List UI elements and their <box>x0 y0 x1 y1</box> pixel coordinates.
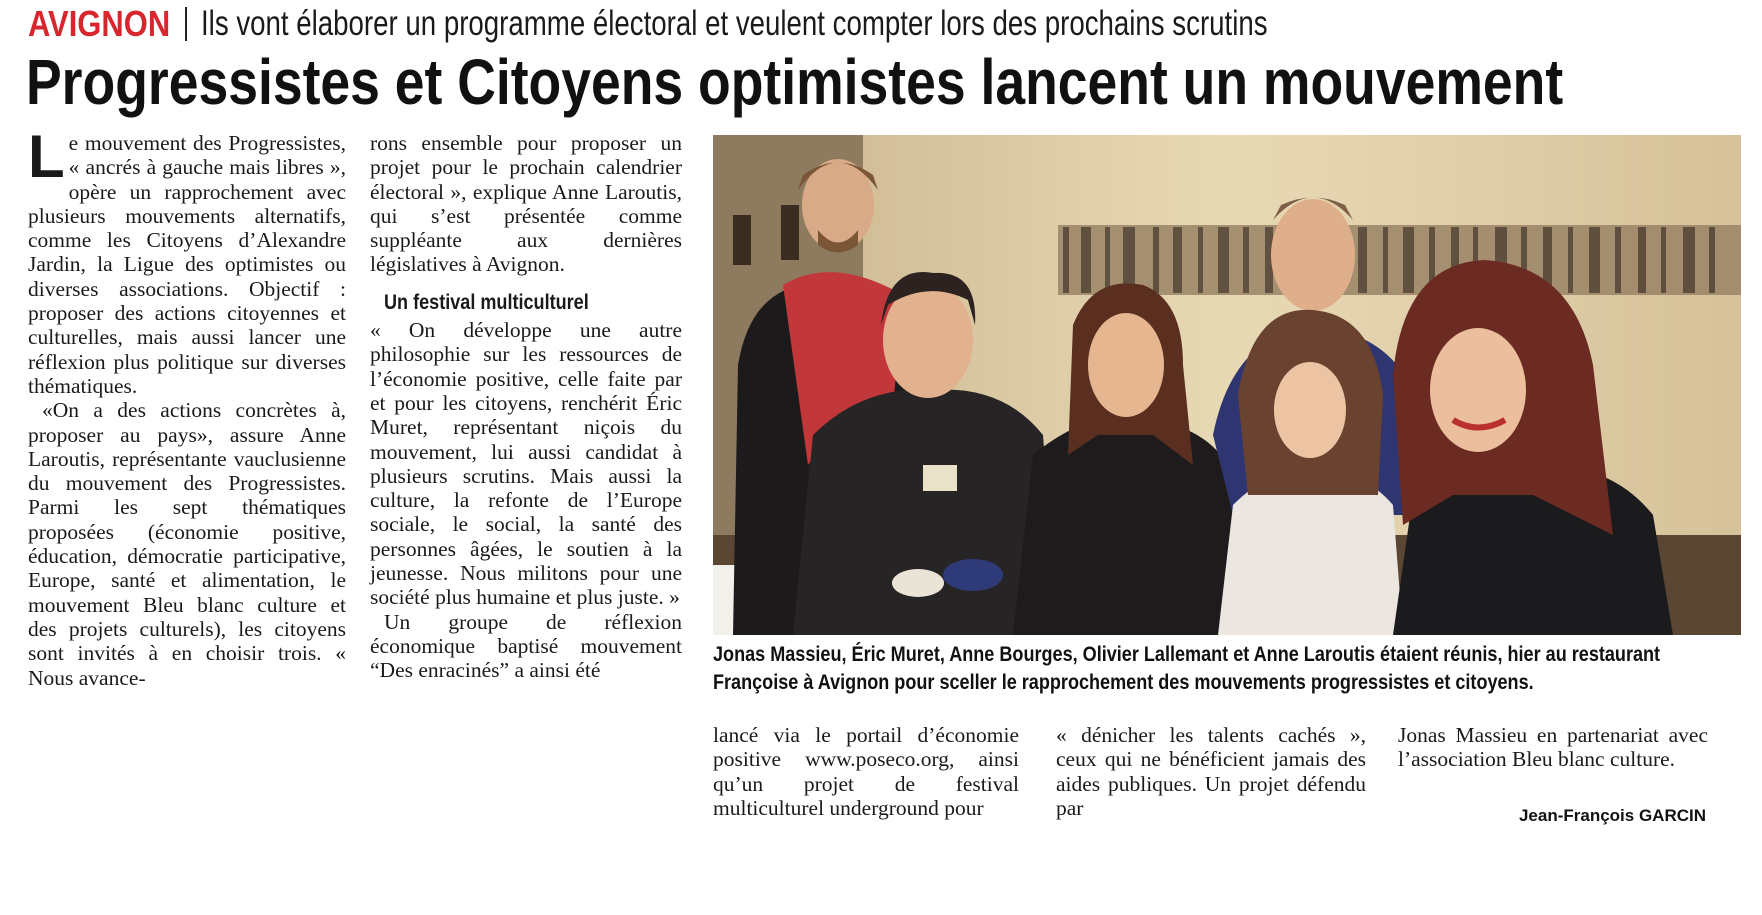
article-column-4 <box>1056 723 1366 820</box>
paragraph: e mouvement des Progressistes, « ancrés à gauche mais libres », opère un rapprochement avec plusieurs mouvements alternatifs, comme les Citoyens d’Alexandre Jardin, la Ligue des optimistes ou diverses associations. Objectif : proposer des actions citoyennes et culturelles, mais aussi lancer une réflexion plus politique sur diverses thématiques. <box>28 131 346 398</box>
paragraph: lancé via le portail d’économie positive www.poseco.org, ainsi qu’un projet de festival multiculturel underground pour <box>713 723 1019 820</box>
paragraph: « On développe une autre philosophie sur les ressources de l’économie positive, celle faite par et pour les citoyens, renchérit Éric Muret, représentant niçois du mouvement, lui aussi candidat à plusieurs scrutins. Mais aussi la culture, la refonte de l’Europe sociale, le social, la santé des personnes âgées, le soutien à la jeunesse. Nous militons pour une société plus humaine et plus juste. » <box>370 318 682 610</box>
kicker-divider <box>185 7 187 41</box>
paragraph: Jonas Massieu en partenariat avec l’association Bleu blanc culture. <box>1398 723 1708 772</box>
paragraph: rons ensemble pour proposer un projet pour le prochain calendrier électoral », explique Anne Laroutis, qui s’est présentée comme suppléante aux dernières législatives à Avignon. <box>370 131 682 277</box>
kicker-line <box>28 2 1748 46</box>
photo-caption: Jonas Massieu, Éric Muret, Anne Bourges, Olivier Lallemant et Anne Laroutis étaient réunis, hier au restaurant Françoise à Avignon pour sceller le rapprochement des mouvements progressistes et citoyens. <box>713 642 1661 694</box>
group-photo <box>713 135 1741 635</box>
photo-illustration <box>713 135 1741 635</box>
paragraph: « dénicher les talents cachés », ceux qui ne bénéficient jamais des aides publiques. Un projet défendu par <box>1056 723 1366 820</box>
paragraph: «On a des actions concrètes à, proposer au pays», assure Anne Laroutis, représentante vauclusienne du mouvement des Progressistes. Parmi les sept thématiques proposées (économie positive, éducation, démocratie participative, Europe, santé et alimentation, le mouvement Bleu blanc culture et des projets culturels), les citoyens sont invités à en choisir trois. « Nous avance- <box>28 398 346 690</box>
kicker-text: Ils vont élaborer un programme électoral et veulent compter lors des prochains scrutins <box>201 4 1268 43</box>
article-column-5 <box>1398 723 1708 772</box>
section-subhead: Un festival multiculturel <box>384 290 589 314</box>
article-column-3 <box>713 723 1019 820</box>
article-column-1 <box>28 123 346 690</box>
headline: Progressistes et Citoyens optimistes lancent un mouvement <box>26 46 1564 118</box>
drop-cap: L <box>28 123 65 190</box>
paragraph: Un groupe de réflexion économique baptisé mouvement “Des enracinés” a ainsi été <box>370 609 682 683</box>
location-label: AVIGNON <box>28 3 171 44</box>
article-column-2 <box>370 131 682 683</box>
author-signature: Jean-François GARCIN <box>1518 806 1706 825</box>
